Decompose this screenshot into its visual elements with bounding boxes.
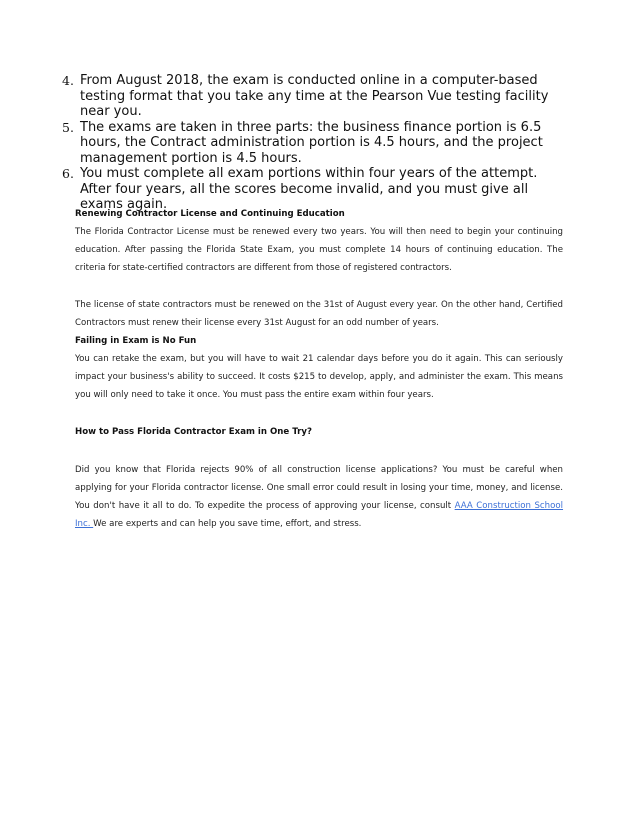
list-item-text: You must complete all exam portions within four years of the attempt. After four years, all the scores become invalid, and you must give all exams again.: [80, 166, 538, 212]
list-item: [62, 73, 572, 120]
section-heading-renewing: Renewing Contractor License and Continuing Education: [75, 209, 345, 219]
numbered-list: [62, 73, 572, 213]
list-item-text: From August 2018, the exam is conducted online in a computer-based testing format that you take any time at the Pearson Vue testing facility near you.: [80, 73, 549, 119]
list-item: [62, 120, 572, 167]
list-item-number: 6.: [62, 166, 74, 181]
spacer: [75, 441, 563, 461]
paragraph-failing: You can retake the exam, but you will have to wait 21 calendar days before you do it again. This can seriously impact your business's ability to succeed. It costs $215 to develop, apply, and administer the exam. This means you will only need to take it once. You must pass the entire exam within four years.: [75, 354, 563, 400]
body-content: [75, 205, 563, 533]
paragraph-how-to-pass: [75, 461, 563, 533]
aaa-construction-school-link[interactable]: AAA Construction School Inc.: [75, 501, 564, 529]
spacer: [75, 404, 563, 423]
list-item-text: The exams are taken in three parts: the business finance portion is 6.5 hours, the Contract administration portion is 4.5 hours, and the project management portion is 4.5 hours.: [80, 119, 543, 166]
section-heading-how-to-pass: How to Pass Florida Contractor Exam in One Try?: [75, 427, 312, 437]
paragraph-text-before-link: Did you know that Florida rejects 90% of all construction license applications? You must be careful when applying for your Florida contractor license. One small error could result in losing your time, money, and license. You don't have it all to do. To expedite the process of approving your license, consult: [75, 465, 563, 511]
list-item-number: 4.: [62, 73, 74, 88]
spacer: [75, 277, 563, 296]
section-heading-failing: Failing in Exam is No Fun: [75, 336, 197, 346]
paragraph-renewing-2: The license of state contractors must be renewed on the 31st of August every year. On the other hand, Certified Contractors must renew their license every 31st August for an odd number of years.: [75, 300, 563, 328]
paragraph-text-after-link: We are experts and can help you save time, effort, and stress.: [93, 519, 362, 529]
paragraph-renewing-1: The Florida Contractor License must be renewed every two years. You will then need to begin your continuing education. After passing the Florida State Exam, you must complete 14 hours of continuing education. The criteria for state-certified contractors are different from those of registered contractors.: [75, 227, 563, 273]
list-item-number: 5.: [62, 119, 74, 135]
